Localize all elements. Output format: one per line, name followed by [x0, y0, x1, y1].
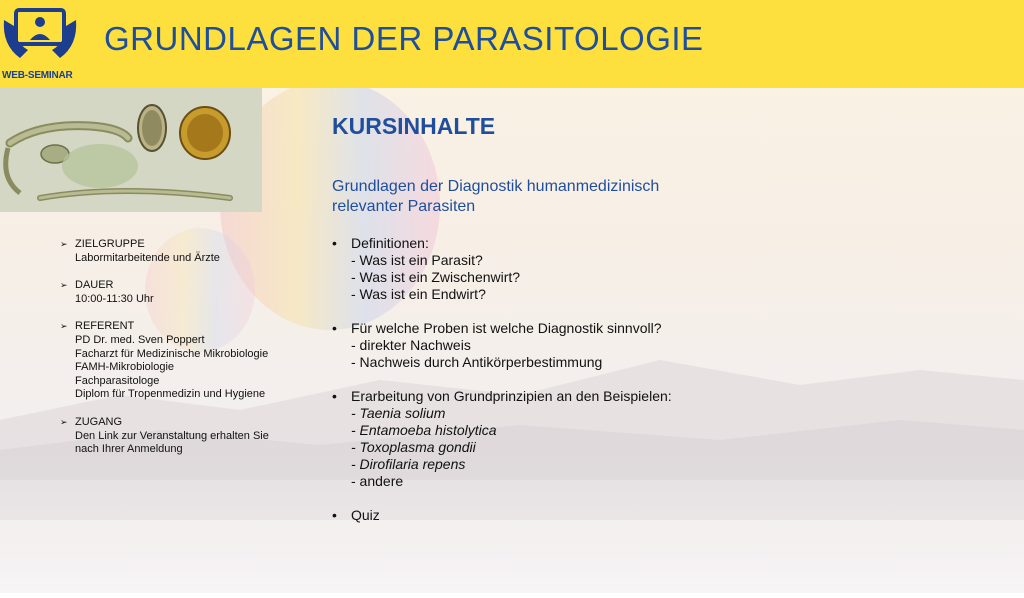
bullet-dot-icon: •: [332, 235, 337, 251]
topic-subitem: - andere: [351, 473, 404, 489]
arrow-bullet-icon: ➢: [60, 280, 68, 291]
topic-subitem: - Entamoeba histolytica: [351, 422, 497, 438]
info-line: Fachparasitologe: [75, 374, 160, 387]
bullet-dot-icon: •: [332, 320, 337, 336]
topic-item: [332, 507, 972, 524]
info-line: Den Link zur Veranstaltung erhalten Sie: [75, 429, 269, 442]
info-block: [60, 238, 320, 265]
web-seminar-logo: [0, 0, 80, 88]
monitor-hands-icon: [0, 0, 80, 70]
bullet-dot-icon: •: [332, 507, 337, 523]
logo-label: WEB-SEMINAR: [2, 70, 73, 81]
info-block: [60, 279, 320, 306]
info-line: 10:00-11:30 Uhr: [75, 292, 154, 305]
info-line: Labormitarbeitende und Ärzte: [75, 251, 220, 264]
page-title: GRUNDLAGEN DER PARASITOLOGIE: [104, 20, 704, 57]
topic-item: [332, 388, 972, 490]
info-heading: DAUER: [75, 279, 114, 292]
course-content: [332, 113, 992, 523]
bullet-dot-icon: •: [332, 388, 337, 404]
topic-text: Quiz: [351, 507, 380, 523]
info-line: PD Dr. med. Sven Poppert: [75, 333, 205, 346]
topic-item: [332, 320, 972, 371]
topic-subitem: - direkter Nachweis: [351, 337, 471, 353]
topic-text: Erarbeitung von Grundprinzipien an den Beispielen:: [351, 388, 672, 404]
arrow-bullet-icon: ➢: [60, 239, 68, 249]
parasite-microscopy-image: [0, 88, 262, 212]
topic-item: [332, 235, 972, 303]
info-block: [60, 416, 320, 457]
info-line: Facharzt für Medizinische Mikrobiologie: [75, 347, 269, 360]
info-heading: REFERENT: [75, 320, 135, 333]
info-line: Diplom für Tropenmedizin und Hygiene: [75, 388, 266, 401]
topic-subitem: - Was ist ein Endwirt?: [351, 286, 486, 302]
topic-subitem: - Toxoplasma gondii: [351, 439, 476, 455]
topic-subitem: - Nachweis durch Antikörperbestimmung: [351, 354, 603, 370]
info-block: [60, 320, 320, 402]
course-info-list: [60, 238, 320, 471]
topic-subitem: - Was ist ein Zwischenwirt?: [351, 269, 521, 285]
subtitle-line: Grundlagen der Diagnostik humanmedizinisch: [332, 178, 660, 195]
info-heading: ZUGANG: [75, 415, 123, 428]
topic-text: Definitionen:: [351, 235, 429, 251]
topic-subitem: - Taenia solium: [351, 405, 446, 421]
section-subtitle: [332, 177, 752, 217]
topic-subitem: - Dirofilaria repens: [351, 456, 466, 472]
subtitle-line: relevanter Parasiten: [332, 198, 476, 215]
arrow-bullet-icon: ➢: [60, 416, 68, 427]
info-line: nach Ihrer Anmeldung: [75, 443, 183, 456]
header-bar: [0, 0, 1024, 88]
info-heading: ZIELGRUPPE: [75, 238, 145, 250]
topic-subitem: - Was ist ein Parasit?: [351, 252, 483, 268]
topic-text: Für welche Proben ist welche Diagnostik sinnvoll?: [351, 320, 662, 336]
arrow-bullet-icon: ➢: [60, 321, 68, 332]
section-title: KURSINHALTE: [332, 113, 496, 139]
microscopy-illustration: [0, 88, 262, 212]
info-line: FAMH-Mikrobiologie: [75, 361, 175, 374]
topic-list: [332, 235, 972, 541]
